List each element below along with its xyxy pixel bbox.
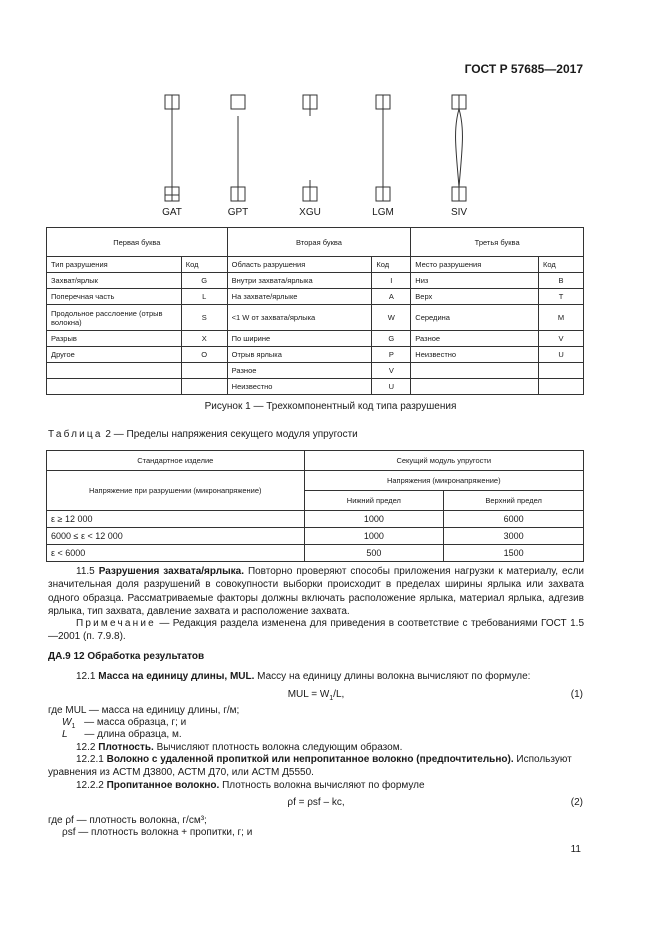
clause-title: Масса на единицу длины, MUL. <box>98 671 255 682</box>
header-secant-modulus: Секущий модуль упругости <box>304 451 583 471</box>
clause-number: 12.1 <box>76 671 96 682</box>
table-cell: ε ≥ 12 000 <box>47 511 305 528</box>
subheader-cell: Область разрушения <box>227 257 372 273</box>
subheader-cell: Место разрушения <box>411 257 539 273</box>
clause-title: Волокно с удаленной пропиткой или непропитанное волокно (предпочтительно). <box>106 754 514 765</box>
header-stresses: Напряжения (микронапряжение) <box>304 471 583 491</box>
formula-subscript: 1 <box>329 695 334 702</box>
paragraph-12-2-2 <box>48 779 584 792</box>
failure-code-table <box>46 227 584 395</box>
table2-title-text: 2 — Пределы напряжения секущего модуля упругости <box>105 429 358 440</box>
note-text: — Редакция раздела изменена для приведения в соответствие с требованиями ГОСТ 1.5—2001 (п. 7.9.8). <box>48 618 585 643</box>
table-header-row <box>47 228 584 257</box>
where-l <box>62 729 182 741</box>
clause-number: 12.2.1 <box>76 754 104 765</box>
clause-text: Повторно проверяют способы приложения нагрузки к материалу, если значительная доля разрушений в совокупности выборки происходит в пределах ширины ярлыка или захвата одного образца. Рассматриваемые факторы должны включать расположение ярлыка, материал ярлыка, адгезив ярлыка, тип захвата, давление захвата и расположение захвата. <box>48 566 585 617</box>
table-row <box>47 347 584 363</box>
definition: — масса образца, г; и <box>84 717 187 728</box>
table-cell: Разрыв <box>47 331 182 347</box>
table2-title-word: Таблица <box>48 429 103 440</box>
formula-1 <box>48 689 584 705</box>
table-cell: 3000 <box>444 528 584 545</box>
subheader-cell: Тип разрушения <box>47 257 182 273</box>
header-second-letter: Вторая буква <box>227 228 411 257</box>
table-cell: 1500 <box>444 545 584 562</box>
specimen-label-gat: GAT <box>162 207 182 218</box>
failure-type-figure <box>0 80 661 210</box>
specimen-label-siv: SIV <box>450 207 468 218</box>
table-cell: W <box>372 305 411 331</box>
table-cell: V <box>372 363 411 379</box>
clause-title: Пропитанное волокно. <box>106 780 220 791</box>
subheader-cell: Код <box>372 257 411 273</box>
table-row <box>47 331 584 347</box>
clause-number: 11.5 <box>76 566 95 577</box>
table-cell: U <box>539 347 584 363</box>
table-row <box>47 528 584 545</box>
header-failure-stress: Напряжение при разрушении (микронапряжение) <box>47 471 305 511</box>
where-rho-f: где ρf — плотность волокна, г/см³; <box>48 815 207 826</box>
table-cell: ε < 6000 <box>47 545 305 562</box>
table-cell: Внутри захвата/ярлыка <box>227 273 372 289</box>
table-cell <box>181 379 227 395</box>
table-cell <box>47 363 182 379</box>
table-cell: O <box>181 347 227 363</box>
subheader-cell: Код <box>181 257 227 273</box>
table-cell <box>539 379 584 395</box>
paragraph-12-2-1 <box>48 753 584 780</box>
table-cell: U <box>372 379 411 395</box>
table-cell: Отрыв ярлыка <box>227 347 372 363</box>
table-cell <box>411 379 539 395</box>
table-cell: A <box>372 289 411 305</box>
table-cell: Неизвестно <box>411 347 539 363</box>
table-cell: X <box>181 331 227 347</box>
table-cell: 1000 <box>304 511 444 528</box>
note-word: Примечание <box>76 618 156 629</box>
document-code: ГОСТ Р 57685—2017 <box>464 62 583 76</box>
formula-part: MUL = W <box>287 689 330 700</box>
table-cell: S <box>181 305 227 331</box>
where-mul: где MUL — масса на единицу длины, г/м; <box>48 705 240 716</box>
symbol: W <box>62 717 72 728</box>
table-cell: 6000 ≤ ε < 12 000 <box>47 528 305 545</box>
table-subheader-row <box>47 257 584 273</box>
table-cell: G <box>181 273 227 289</box>
paragraph-11-5 <box>48 565 584 618</box>
clause-text: Вычисляют плотность волокна следующим образом. <box>156 742 403 753</box>
table-header-row <box>47 471 584 491</box>
symbol-subscript: 1 <box>71 723 76 730</box>
table-cell: V <box>539 331 584 347</box>
formula-1-number: (1) <box>570 689 583 700</box>
section-heading: ДА.9 12 Обработка результатов <box>48 651 205 662</box>
clause-title: Разрушения захвата/ярлыка. <box>98 566 244 577</box>
where-rho-sf: ρsf — плотность волокна + пропитки, г; и <box>62 827 253 838</box>
formula-2-number: (2) <box>570 797 583 808</box>
table-row <box>47 511 584 528</box>
symbol: L <box>62 729 68 740</box>
clause-title: Плотность. <box>98 742 154 753</box>
formula-2: ρf = ρsf – kc, <box>287 797 345 808</box>
table-cell: T <box>539 289 584 305</box>
table-cell: L <box>181 289 227 305</box>
table-row <box>47 273 584 289</box>
table-cell: Разное <box>411 331 539 347</box>
table-row <box>47 379 584 395</box>
table-cell: <1 W от захвата/ярлыка <box>227 305 372 331</box>
clause-text: Плотность волокна вычисляют по формуле <box>222 780 425 791</box>
table-cell <box>539 363 584 379</box>
table-cell: G <box>372 331 411 347</box>
table-cell: Захват/ярлык <box>47 273 182 289</box>
table-cell: I <box>372 273 411 289</box>
note <box>48 617 584 644</box>
table-cell: 500 <box>304 545 444 562</box>
specimen-label-gpt: GPT <box>227 207 249 218</box>
header-lower-limit: Нижний предел <box>304 491 444 511</box>
table-cell: P <box>372 347 411 363</box>
header-upper-limit: Верхний предел <box>444 491 584 511</box>
table-cell <box>181 363 227 379</box>
formula-part: /L, <box>333 689 345 700</box>
table-cell: На захвате/ярлыке <box>227 289 372 305</box>
table-cell: Разное <box>227 363 372 379</box>
table-cell: По ширине <box>227 331 372 347</box>
clause-text: Используют уравнения из АСТМ Д3800, АСТМ Д70, или АСТМ Д5550. <box>48 754 572 779</box>
table-cell: M <box>539 305 584 331</box>
paragraph-12-1 <box>48 670 584 683</box>
table-cell: Неизвестно <box>227 379 372 395</box>
table-cell: 6000 <box>444 511 584 528</box>
table-row <box>47 305 584 331</box>
table-cell: Продольное расслоение (отрыв волокна) <box>47 305 182 331</box>
definition: — длина образца, м. <box>84 729 182 740</box>
table-cell: B <box>539 273 584 289</box>
table-cell <box>47 379 182 395</box>
clause-text: Массу на единицу длины волокна вычисляют по формуле: <box>257 671 531 682</box>
header-first-letter: Первая буква <box>47 228 228 257</box>
table-cell: Поперечная часть <box>47 289 182 305</box>
table-cell: Другое <box>47 347 182 363</box>
secant-modulus-table <box>46 450 584 562</box>
header-third-letter: Третья буква <box>411 228 584 257</box>
clause-number: 12.2.2 <box>76 780 104 791</box>
page-number: 11 <box>570 844 581 855</box>
table-cell: 1000 <box>304 528 444 545</box>
table-cell: Середина <box>411 305 539 331</box>
figure-caption: Рисунок 1 — Трехкомпонентный код типа разрушения <box>204 401 457 412</box>
table-row <box>47 545 584 562</box>
header-standard-item: Стандартное изделие <box>47 451 305 471</box>
table-cell: Верх <box>411 289 539 305</box>
table-row <box>47 363 584 379</box>
table2-title <box>48 429 358 440</box>
specimen-label-lgm: LGM <box>372 207 394 218</box>
table-row <box>47 289 584 305</box>
specimen-label-xgu: XGU <box>299 207 321 218</box>
table-cell <box>411 363 539 379</box>
table-cell: Низ <box>411 273 539 289</box>
clause-number: 12.2 <box>76 742 96 753</box>
subheader-cell: Код <box>539 257 584 273</box>
table-header-row <box>47 451 584 471</box>
